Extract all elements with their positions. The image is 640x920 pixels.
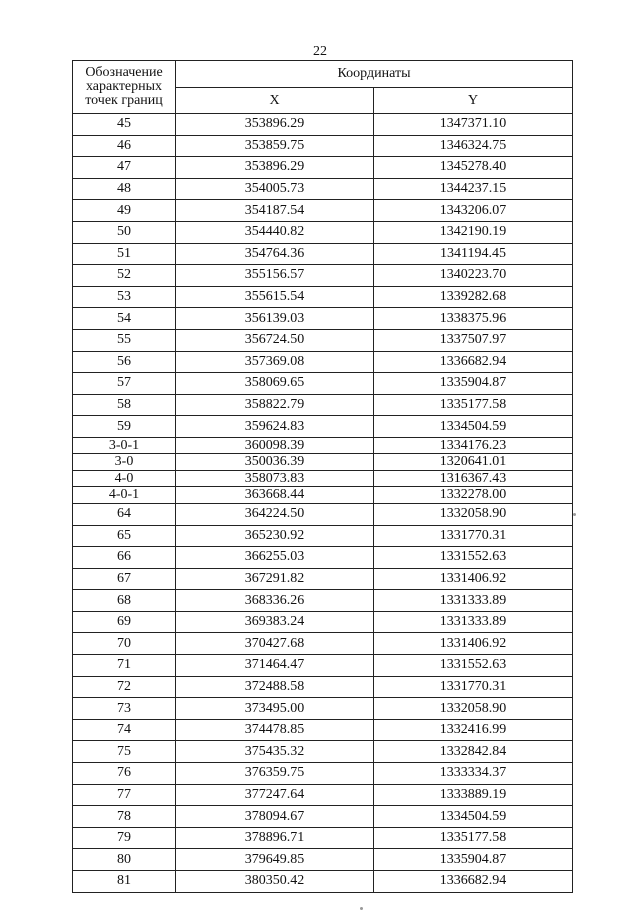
table-row xyxy=(73,590,573,612)
designation-header: Обозначение характерных точек границ xyxy=(73,61,176,114)
table-row xyxy=(73,655,573,677)
x-coordinate-cell: 353896.29 xyxy=(176,157,374,179)
coordinates-table xyxy=(72,60,573,893)
y-coordinate-cell: 1337507.97 xyxy=(374,329,573,351)
y-coordinate-cell: 1345278.40 xyxy=(374,157,573,179)
x-coordinate-cell: 354187.54 xyxy=(176,200,374,222)
x-coordinate-cell: 370427.68 xyxy=(176,633,374,655)
y-coordinate-cell: 1332416.99 xyxy=(374,719,573,741)
y-coordinate-cell: 1335177.58 xyxy=(374,394,573,416)
y-coordinate-cell: 1343206.07 xyxy=(374,200,573,222)
x-coordinate-cell: 355615.54 xyxy=(176,286,374,308)
x-coordinate-cell: 359624.83 xyxy=(176,416,374,438)
point-id-cell: 58 xyxy=(73,394,176,416)
y-coordinate-cell: 1331406.92 xyxy=(374,633,573,655)
x-coordinate-cell: 371464.47 xyxy=(176,655,374,677)
table-row xyxy=(73,416,573,438)
x-coordinate-cell: 379649.85 xyxy=(176,849,374,871)
table-row xyxy=(73,568,573,590)
point-id-cell: 4-0-1 xyxy=(73,487,176,504)
x-coordinate-cell: 358073.83 xyxy=(176,470,374,487)
y-coordinate-cell: 1331770.31 xyxy=(374,676,573,698)
point-id-cell: 50 xyxy=(73,221,176,243)
x-coordinate-cell: 377247.64 xyxy=(176,784,374,806)
x-coordinate-cell: 358822.79 xyxy=(176,394,374,416)
y-coordinate-cell: 1332058.90 xyxy=(374,698,573,720)
point-id-cell: 78 xyxy=(73,806,176,828)
y-coordinate-cell: 1340223.70 xyxy=(374,265,573,287)
point-id-cell: 77 xyxy=(73,784,176,806)
point-id-cell: 71 xyxy=(73,655,176,677)
y-coordinate-cell: 1331406.92 xyxy=(374,568,573,590)
y-coordinate-cell: 1338375.96 xyxy=(374,308,573,330)
table-row xyxy=(73,351,573,373)
point-id-cell: 48 xyxy=(73,178,176,200)
x-coordinate-cell: 355156.57 xyxy=(176,265,374,287)
y-coordinate-cell: 1316367.43 xyxy=(374,470,573,487)
table-row xyxy=(73,849,573,871)
x-coordinate-cell: 350036.39 xyxy=(176,454,374,471)
point-id-cell: 79 xyxy=(73,827,176,849)
scan-speck xyxy=(573,513,576,516)
y-coordinate-cell: 1333334.37 xyxy=(374,763,573,785)
y-coordinate-cell: 1339282.68 xyxy=(374,286,573,308)
table-row xyxy=(73,763,573,785)
point-id-cell: 76 xyxy=(73,763,176,785)
table-row xyxy=(73,157,573,179)
table-row xyxy=(73,871,573,893)
table-row xyxy=(73,114,573,136)
table-header xyxy=(73,61,573,114)
coordinates-header: Координаты xyxy=(176,61,573,88)
y-column-header: Y xyxy=(374,88,573,114)
table-row xyxy=(73,676,573,698)
table-row xyxy=(73,265,573,287)
x-coordinate-cell: 372488.58 xyxy=(176,676,374,698)
y-coordinate-cell: 1335177.58 xyxy=(374,827,573,849)
x-coordinate-cell: 360098.39 xyxy=(176,437,374,454)
x-coordinate-cell: 365230.92 xyxy=(176,525,374,547)
y-coordinate-cell: 1331770.31 xyxy=(374,525,573,547)
point-id-cell: 47 xyxy=(73,157,176,179)
x-coordinate-cell: 378094.67 xyxy=(176,806,374,828)
x-coordinate-cell: 358069.65 xyxy=(176,373,374,395)
y-coordinate-cell: 1335904.87 xyxy=(374,849,573,871)
table-row xyxy=(73,437,573,454)
y-coordinate-cell: 1336682.94 xyxy=(374,871,573,893)
point-id-cell: 49 xyxy=(73,200,176,222)
y-coordinate-cell: 1336682.94 xyxy=(374,351,573,373)
table-row xyxy=(73,454,573,471)
table-row xyxy=(73,698,573,720)
y-coordinate-cell: 1335904.87 xyxy=(374,373,573,395)
x-coordinate-cell: 363668.44 xyxy=(176,487,374,504)
point-id-cell: 57 xyxy=(73,373,176,395)
x-coordinate-cell: 373495.00 xyxy=(176,698,374,720)
table-row xyxy=(73,178,573,200)
point-id-cell: 80 xyxy=(73,849,176,871)
x-coordinate-cell: 375435.32 xyxy=(176,741,374,763)
x-coordinate-cell: 354005.73 xyxy=(176,178,374,200)
point-id-cell: 52 xyxy=(73,265,176,287)
x-coordinate-cell: 376359.75 xyxy=(176,763,374,785)
table-row xyxy=(73,308,573,330)
table-row xyxy=(73,525,573,547)
table-row xyxy=(73,135,573,157)
y-coordinate-cell: 1346324.75 xyxy=(374,135,573,157)
point-id-cell: 51 xyxy=(73,243,176,265)
table-row xyxy=(73,394,573,416)
table-row xyxy=(73,200,573,222)
y-coordinate-cell: 1342190.19 xyxy=(374,221,573,243)
table-row xyxy=(73,503,573,525)
table-row xyxy=(73,487,573,504)
table-row xyxy=(73,329,573,351)
point-id-cell: 4-0 xyxy=(73,470,176,487)
point-id-cell: 55 xyxy=(73,329,176,351)
x-coordinate-cell: 353896.29 xyxy=(176,114,374,136)
x-coordinate-cell: 356139.03 xyxy=(176,308,374,330)
y-coordinate-cell: 1332058.90 xyxy=(374,503,573,525)
scan-speck xyxy=(360,907,363,910)
table-row xyxy=(73,547,573,569)
y-coordinate-cell: 1344237.15 xyxy=(374,178,573,200)
x-coordinate-cell: 378896.71 xyxy=(176,827,374,849)
point-id-cell: 73 xyxy=(73,698,176,720)
y-coordinate-cell: 1341194.45 xyxy=(374,243,573,265)
point-id-cell: 75 xyxy=(73,741,176,763)
table-row xyxy=(73,827,573,849)
point-id-cell: 68 xyxy=(73,590,176,612)
point-id-cell: 81 xyxy=(73,871,176,893)
point-id-cell: 70 xyxy=(73,633,176,655)
table-row xyxy=(73,470,573,487)
table-row xyxy=(73,611,573,633)
x-coordinate-cell: 356724.50 xyxy=(176,329,374,351)
table-row xyxy=(73,286,573,308)
table-row xyxy=(73,243,573,265)
y-coordinate-cell: 1334504.59 xyxy=(374,806,573,828)
x-column-header: X xyxy=(176,88,374,114)
point-id-cell: 3-0-1 xyxy=(73,437,176,454)
y-coordinate-cell: 1331333.89 xyxy=(374,590,573,612)
point-id-cell: 69 xyxy=(73,611,176,633)
table-row xyxy=(73,633,573,655)
point-id-cell: 45 xyxy=(73,114,176,136)
point-id-cell: 67 xyxy=(73,568,176,590)
table-row xyxy=(73,719,573,741)
y-coordinate-cell: 1347371.10 xyxy=(374,114,573,136)
point-id-cell: 3-0 xyxy=(73,454,176,471)
y-coordinate-cell: 1331333.89 xyxy=(374,611,573,633)
x-coordinate-cell: 357369.08 xyxy=(176,351,374,373)
y-coordinate-cell: 1334176.23 xyxy=(374,437,573,454)
y-coordinate-cell: 1332842.84 xyxy=(374,741,573,763)
page-number: 22 xyxy=(313,44,327,59)
x-coordinate-cell: 353859.75 xyxy=(176,135,374,157)
point-id-cell: 53 xyxy=(73,286,176,308)
table-row xyxy=(73,373,573,395)
x-coordinate-cell: 367291.82 xyxy=(176,568,374,590)
x-coordinate-cell: 368336.26 xyxy=(176,590,374,612)
y-coordinate-cell: 1331552.63 xyxy=(374,547,573,569)
x-coordinate-cell: 374478.85 xyxy=(176,719,374,741)
x-coordinate-cell: 380350.42 xyxy=(176,871,374,893)
y-coordinate-cell: 1331552.63 xyxy=(374,655,573,677)
table-row xyxy=(73,806,573,828)
point-id-cell: 65 xyxy=(73,525,176,547)
x-coordinate-cell: 354764.36 xyxy=(176,243,374,265)
point-id-cell: 46 xyxy=(73,135,176,157)
x-coordinate-cell: 366255.03 xyxy=(176,547,374,569)
point-id-cell: 74 xyxy=(73,719,176,741)
y-coordinate-cell: 1334504.59 xyxy=(374,416,573,438)
table-row xyxy=(73,741,573,763)
x-coordinate-cell: 369383.24 xyxy=(176,611,374,633)
point-id-cell: 64 xyxy=(73,503,176,525)
y-coordinate-cell: 1333889.19 xyxy=(374,784,573,806)
point-id-cell: 59 xyxy=(73,416,176,438)
y-coordinate-cell: 1332278.00 xyxy=(374,487,573,504)
point-id-cell: 72 xyxy=(73,676,176,698)
x-coordinate-cell: 364224.50 xyxy=(176,503,374,525)
y-coordinate-cell: 1320641.01 xyxy=(374,454,573,471)
table-body xyxy=(73,114,573,893)
table-row xyxy=(73,221,573,243)
x-coordinate-cell: 354440.82 xyxy=(176,221,374,243)
point-id-cell: 66 xyxy=(73,547,176,569)
point-id-cell: 56 xyxy=(73,351,176,373)
table-row xyxy=(73,784,573,806)
point-id-cell: 54 xyxy=(73,308,176,330)
